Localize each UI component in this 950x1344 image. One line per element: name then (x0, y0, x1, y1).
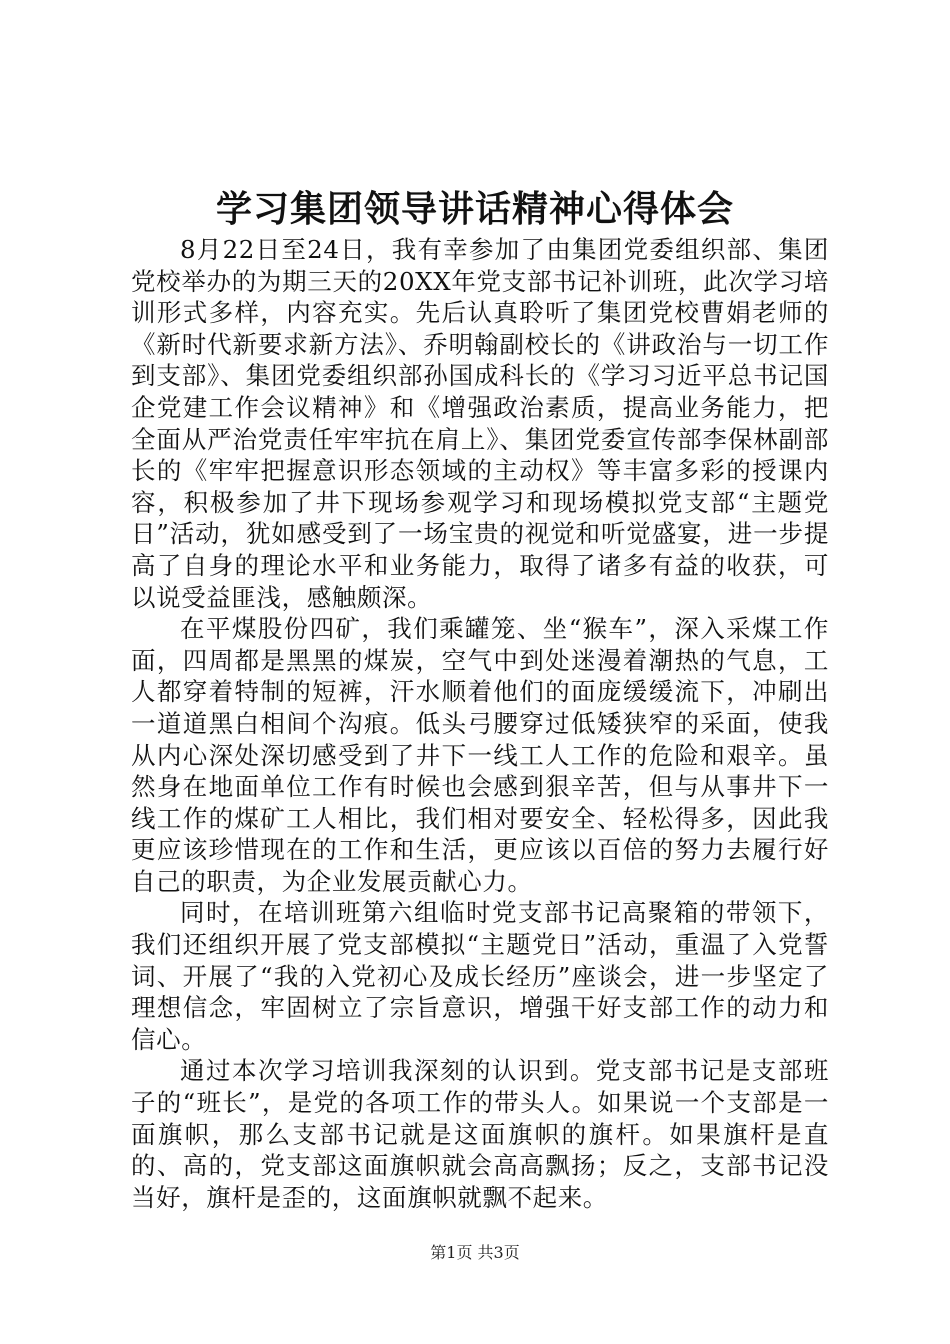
page-footer: 第1页 共3页 (430, 1243, 520, 1262)
paragraph-3: 同时，在培训班第六组临时党支部书记高聚箱的带领下，我们还组织开展了党支部模拟“主题党日”活动，重温了入党誓词、开展了“我的入党初心及成长经历”座谈会，进一步坚定了理想信念，牢固树立了宗旨意识，增强干好支部工作的动力和信心。 (131, 898, 829, 1054)
document-body (131, 234, 829, 1213)
document-title: 学习集团领导讲话精神心得体会 (215, 188, 734, 230)
paragraph-2: 在平煤股份四矿，我们乘罐笼、坐“猴车”，深入采煤工作面，四周都是黑黑的煤炭，空气中到处迷漫着潮热的气息，工人都穿着特制的短裤，汗水顺着他们的面庞缓缓流下，冲刷出一道道黑白相间个沟痕。低头弓腰穿过低矮狭窄的采面，使我从内心深处深切感受到了井下一线工人工作的危险和艰辛。虽然身在地面单位工作有时候也会感到狠辛苦，但与从事井下一线工作的煤矿工人相比，我们相对要安全、轻松得多，因此我更应该珍惜现在的工作和生活，更应该以百倍的努力去履行好自己的职责，为企业发展贡献心力。 (131, 614, 829, 896)
paragraph-1: 8月22日至24日，我有幸参加了由集团党委组织部、集团党校举办的为期三天的20XX年党支部书记补训班，此次学习培训形式多样，内容充实。先后认真聆听了集团党校曹娟老师的《新时代新要求新方法》、乔明翰副校长的《讲政治与一切工作到支部》、集团党委组织部孙国成科长的《学习习近平总书记国企党建工作会议精神》和《增强政治素质，提高业务能力，把全面从严治党责任牢牢抗在肩上》、集团党委宣传部李保林副部长的《牢牢把握意识形态领域的主动权》等丰富多彩的授课内容，积极参加了井下现场参观学习和现场模拟党支部“主题党日”活动，犹如感受到了一场宝贵的视觉和听觉盛宴，进一步提高了自身的理论水平和业务能力，取得了诸多有益的收获，可以说受益匪浅，感触颇深。 (131, 235, 829, 612)
paragraph-4: 通过本次学习培训我深刻的认识到。党支部书记是支部班子的“班长”，是党的各项工作的带头人。如果说一个支部是一面旗帜，那么支部书记就是这面旗帜的旗杆。如果旗杆是直的、高的，党支部这面旗帜就会高高飘扬；反之，支部书记没当好，旗杆是歪的，这面旗帜就飘不起来。 (131, 1056, 829, 1212)
